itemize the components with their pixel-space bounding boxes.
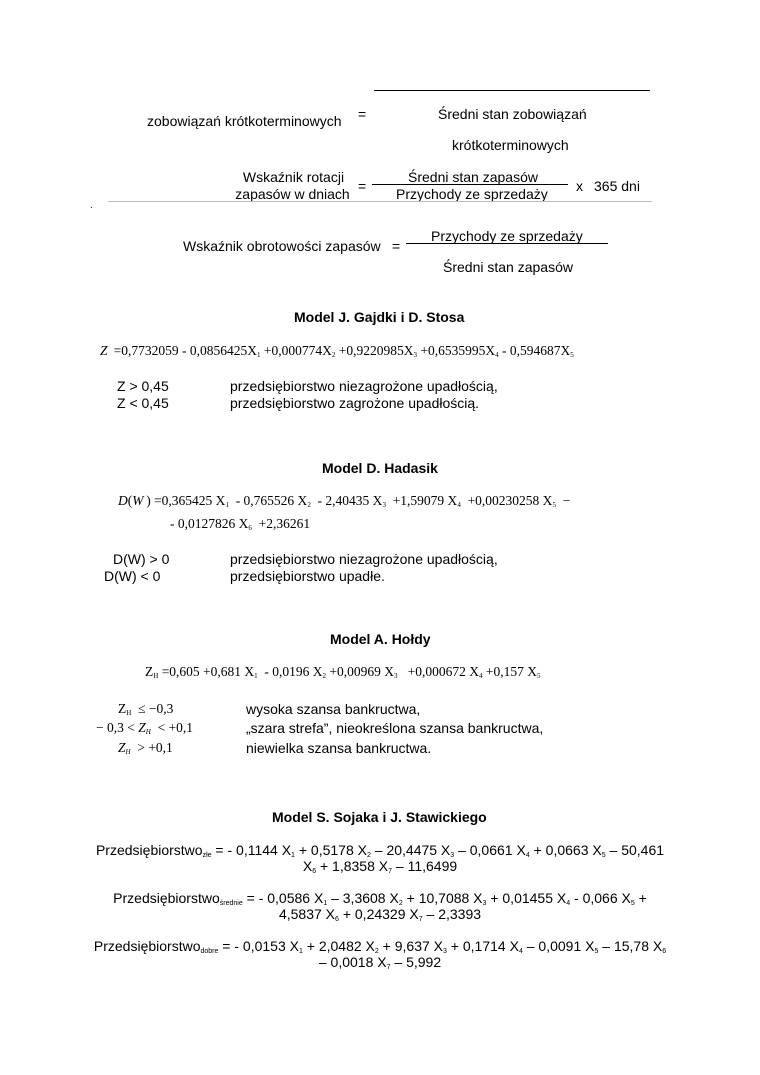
condition-desc: przedsiębiorstwo niezagrożone upadłością, [230, 378, 498, 394]
equals-sign: = [392, 238, 401, 254]
fraction-bar [372, 184, 568, 185]
hadasik-formula-line1: D(W ) =0,365425 $X_1 - 0,765526$ $X_2 - 2,40435$ $X_3 +1,59079$ $X_4 +0,00230258$ $X_5$ − [118, 493, 571, 509]
inventory-rotation-label-2: zapasów w dniach [235, 186, 350, 202]
fraction-top-rule [374, 90, 650, 91]
condition: $Z_H \le -0,3$ [118, 701, 174, 717]
stray-dot: . [90, 200, 93, 211]
equals-sign: = [358, 106, 367, 122]
turnover-label: Wskaźnik obrotowości zapasów [183, 238, 381, 254]
condition-desc: niewielka szansa bankructwa. [246, 740, 432, 756]
condition: D(W) > 0 [113, 551, 170, 567]
gajdka-formula: $Z =0,7732059 - 0,0856425X_1 +0,000774X_2 +0,9220985X_3 +0,6535995X_4 - 0,594687X_5$ [100, 343, 574, 359]
condition: $Z_H > +0,1$ [118, 740, 173, 756]
sojak-srednie-line1: Przedsiębiorstwośrednie = - 0,0586 $X_1 - 3,3608$ $X_2 + 10,7088$ $X_3 + 0,01455$ $X_4 - 0,066$ $X_5$ + [113, 890, 647, 907]
numerator: Przychody ze sprzedaży [431, 228, 583, 244]
numerator-line2: krótkoterminowych [452, 137, 569, 153]
condition-desc: przedsiębiorstwo niezagrożone upadłością, [230, 551, 498, 567]
denominator: Średni stan zapasów [443, 259, 573, 275]
days-value: 365 dni [594, 178, 640, 194]
formula-text: $=0,7732059 - 0,0856425X_1 +0,000774X_2 +0,9220985X_3 +0,6535995X_4 - 0,594687X_5$ [110, 343, 574, 359]
times-sign: x [576, 178, 583, 194]
condition: Z < 0,45 [117, 395, 169, 411]
numerator: Średni stan zapasów [408, 169, 538, 185]
fraction-bar [406, 243, 608, 244]
section-title: Model J. Gajdki i D. Stosa [294, 309, 465, 325]
equals-sign: = [358, 178, 367, 194]
section-title: Model A. Hołdy [330, 631, 431, 647]
condition-desc: przedsiębiorstwo upadłe. [230, 568, 385, 584]
holda-formula: $Z_H =0,605 +0,681$ $X_1 - 0,0196$ $X_2 +0,00969$ $X_3 +0,000672$ $X_4 +0,157$ $X_5$ [145, 664, 541, 680]
denominator: Przychody ze sprzedaży [396, 186, 548, 202]
condition-desc: „szara strefa”, nieokreślona szansa bankructwa, [246, 720, 544, 736]
section-title: Model D. Hadasik [322, 460, 438, 476]
sojak-zle-line1: Przedsiębiorstwozłe = - 0,1144 $X_1 + 0,5178$ $X_2 - 20,4475$ $X_3 - 0,0661$ $X_4 + 0,0663$ $X_5 - 50,461$ [95, 842, 665, 859]
sojak-srednie-line2: 4,5837 $X_6 + 0,24329$ $X_7 - 2,3393$ [278, 906, 482, 923]
sojak-dobre-line2: – 0,0018 $X_7 - 5,992$ [318, 954, 442, 971]
condition: − $0,3 < Z_H < +0,1$ [96, 720, 194, 736]
condition-desc: wysoka szansa bankructwa, [246, 701, 421, 717]
condition: Z > 0,45 [117, 378, 169, 394]
condition: D(W) < 0 [104, 568, 161, 584]
hadasik-formula-line2: - 0,0127826 $X_6 +2,36261$ [170, 516, 311, 532]
sojak-zle-line2: $X_6 + 1,8358$ $X_7 - 11,6499$ [302, 858, 458, 875]
numerator-line1: Średni stan zobowiązań [438, 106, 587, 122]
section-title: Model S. Sojaka i J. Stawickiego [272, 809, 487, 825]
liabilities-label: zobowiązań krótkoterminowych [147, 113, 342, 129]
table-rule [108, 201, 652, 202]
inventory-rotation-label-1: Wskaźnik rotacji [242, 169, 345, 185]
condition-desc: przedsiębiorstwo zagrożone upadłością. [230, 395, 480, 411]
sojak-dobre-line1: Przedsiębiorstwodobre = - 0,0153 $X_1 + 2,0482$ $X_2 + 9,637$ $X_3 + 0,1714$ $X_4 - 0,0091$ $X_5 - 15,78$ $X_6$ [93, 938, 667, 955]
